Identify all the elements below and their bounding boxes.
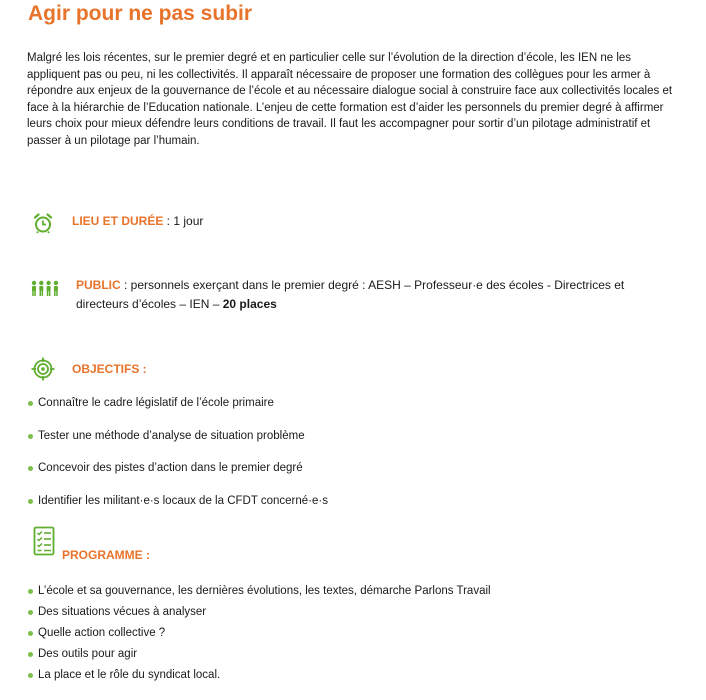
bullet-dot — [28, 434, 33, 439]
bullet-dot — [28, 589, 33, 594]
bullet-dot — [28, 652, 33, 657]
public-value: : personnels exerçant dans le premier degré : AESH – Professeur·e des écoles - Directrices et — [120, 278, 625, 292]
list-item: Identifier les militant·e·s locaux de la CFDT concerné·e·s — [27, 493, 328, 509]
checklist-icon — [33, 526, 55, 561]
bullet-dot — [28, 610, 33, 615]
people-group-icon — [30, 278, 60, 303]
objectifs-heading: OBJECTIFS : — [72, 362, 147, 376]
programme-list — [27, 583, 491, 688]
lieu-duree-row — [32, 212, 672, 234]
public-label: PUBLIC — [76, 278, 121, 292]
bullet-dot — [28, 631, 33, 636]
bullet-dot — [28, 499, 33, 504]
public-places: 20 places — [222, 297, 277, 311]
list-item: L’école et sa gouvernance, les dernières évolutions, les textes, démarche Parlons Travail — [27, 583, 491, 599]
list-item: Tester une méthode d’analyse de situation problème — [27, 428, 328, 444]
list-item: Connaître le cadre législatif de l’école primaire — [27, 395, 328, 411]
list-item: Des outils pour agir — [27, 646, 491, 662]
alarm-clock-icon — [32, 212, 54, 239]
programme-heading: PROGRAMME : — [62, 548, 150, 562]
public-value-line2: directeurs d’écoles – IEN – — [76, 297, 223, 311]
bullet-dot — [28, 401, 33, 406]
lieu-value: : 1 jour — [163, 214, 204, 228]
intro-paragraph: Malgré les lois récentes, sur le premier degré et en particulier celle sur l’évolution de la direction d’école, les IEN ne les appliquent pas ou peu, ni les collectivités. Il apparaît nécessaire de proposer une formation des collègues pour les armer à répondre aux enjeux de la gouvernance de l’école et au nécessaire dialogue social à construire face aux collectivités locales et face à la hiérarchie de l’Education nationale. L’enjeu de cette formation est d’aider les personnels du premier degré à affirmer leurs choix pour mieux défendre leurs conditions de travail. Il faut les accompagner pour sortir d’un pilotage administratif et passer à un pilotage par l’humain. — [27, 52, 673, 147]
objectifs-list — [27, 395, 328, 525]
target-icon — [31, 357, 55, 386]
lieu-label: LIEU ET DURÉE — [72, 214, 164, 228]
list-item: La place et le rôle du syndicat local. — [27, 667, 491, 683]
list-item: Concevoir des pistes d’action dans le premier degré — [27, 460, 328, 476]
public-row — [30, 276, 690, 316]
bullet-dot — [28, 466, 33, 471]
list-item: Des situations vécues à analyser — [27, 604, 491, 620]
page-title: Agir pour ne pas subir — [28, 2, 253, 25]
list-item: Quelle action collective ? — [27, 625, 491, 641]
bullet-dot — [28, 673, 33, 678]
